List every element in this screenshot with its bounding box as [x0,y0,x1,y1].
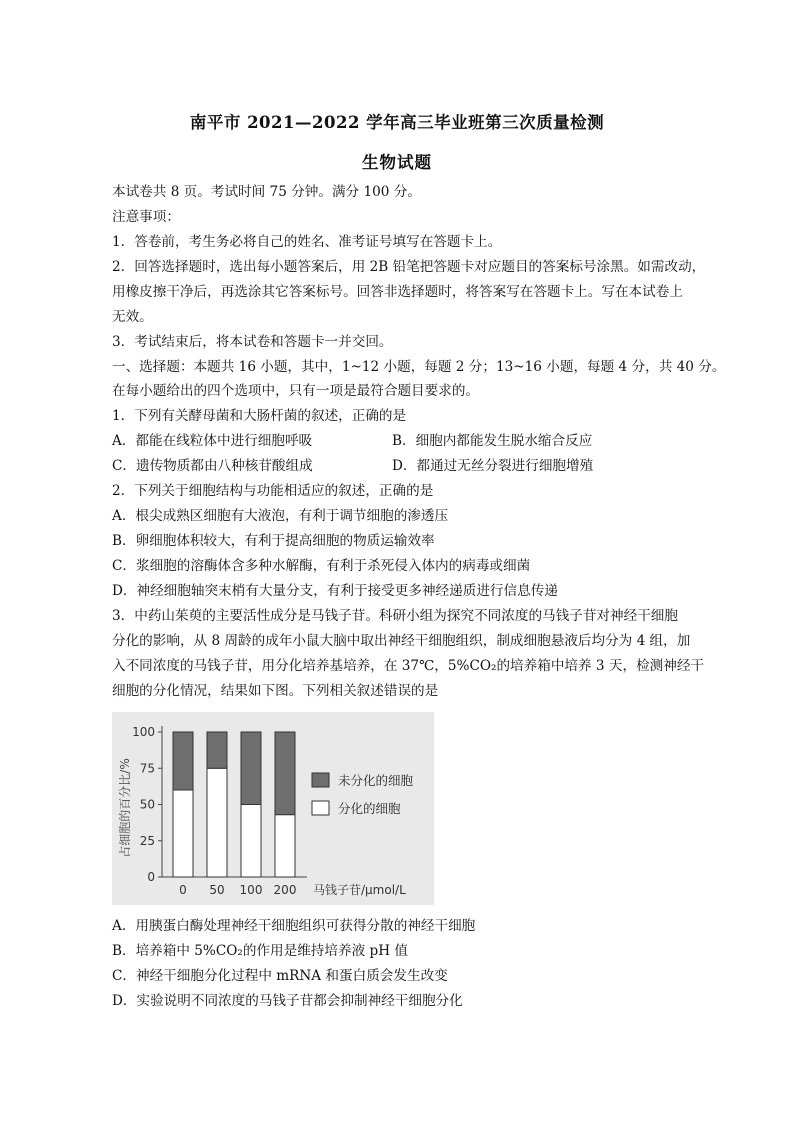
q3-stem-line-1: 3．中药山茱萸的主要活性成分是马钱子苷。科研小组为探究不同浓度的马钱子苷对神经干细胞 [112,608,678,624]
q3-stem-line-3: 入不同浓度的马钱子苷，用分化培养基培养，在 37℃，5%CO₂的培养箱中培养 3 天，检测神经干 [112,658,705,674]
bar-undifferentiated-50 [207,732,227,768]
y-tick-label: 25 [139,833,155,848]
q1-option-a: A．都能在线粒体中进行细胞呼吸 [112,433,313,449]
q2-option-d: D．神经细胞轴突末梢有大量分支，有利于接受更多神经递质进行信息传递 [112,583,558,599]
bar-undifferentiated-100 [241,732,261,805]
x-tick-label: 50 [209,883,225,897]
q3-option-c: C．神经干细胞分化过程中 mRNA 和蛋白质会发生改变 [112,968,448,984]
stacked-bar-chart [112,712,434,905]
bar-undifferentiated-0 [173,732,193,790]
y-tick-label: 75 [139,761,155,776]
q3-stem-line-2: 分化的影响，从 8 周龄的成年小鼠大脑中取出神经干细胞组织，制成细胞悬液后均分为 4 组，加 [112,633,691,649]
y-tick-label: 50 [139,797,155,812]
y-tick-label: 0 [147,870,155,884]
q1-option-d: D．都通过无丝分裂进行细胞增殖 [392,458,594,474]
q1-option-c: C．遗传物质都由八种核苷酸组成 [112,458,313,474]
x-tick-label: 0 [179,883,187,897]
bar-differentiated-200 [275,815,295,877]
note-2-line-1: 2．回答选择题时，选出每小题答案后，用 2B 铅笔把答题卡对应题目的答案标号涂黑。如需改动， [112,259,706,275]
q3-option-a: A．用胰蛋白酶处理神经干细胞组织可获得分散的神经干细胞 [112,918,476,934]
page-subtitle: 生物试题 [362,153,432,172]
note-2-line-3: 无效。 [112,309,153,325]
q2-option-a: A．根尖成熟区细胞有大液泡，有利于调节细胞的渗透压 [112,508,449,524]
bar-differentiated-50 [207,768,227,877]
section-instruction: 在每小题给出的四个选项中，只有一项是最符合题目要求的。 [112,383,480,399]
y-axis-label: 占细胞的百分比/% [118,758,132,858]
bar-differentiated-100 [241,805,261,878]
q3-option-b: B．培养箱中 5%CO₂的作用是维持培养液 pH 值 [112,943,408,959]
q1-stem: 1．下列有关酵母菌和大肠杆菌的叙述，正确的是 [112,408,407,424]
q1-option-b: B．细胞内都能发生脱水缩合反应 [392,433,593,449]
legend-label-differentiated: 分化的细胞 [338,801,401,816]
x-tick-label: 100 [239,883,263,897]
q3-stem-line-4: 细胞的分化情况，结果如下图。下列相关叙述错误的是 [112,683,439,699]
section-heading: 一、选择题：本题共 16 小题，其中，1~12 小题，每题 2 分；13~16 小题，每题 4 分，共 40 分。 [112,359,726,375]
note-1: 1．答卷前，考生务必将自己的姓名、准考证号填写在答题卡上。 [112,234,502,250]
bar-differentiated-0 [173,790,193,877]
x-axis-label: 马钱子苷/μmol/L [313,883,406,897]
note-3: 3．考试结束后，将本试卷和答题卡一并交回。 [112,334,393,350]
note-2-line-2: 用橡皮擦干净后，再选涂其它答案标号。回答非选择题时，将答案写在答题卡上。写在本试卷上 [112,284,683,300]
q2-option-c: C．浆细胞的溶酶体含多种水解酶，有利于杀死侵入体内的病毒或细菌 [112,558,531,574]
q2-stem: 2．下列关于细胞结构与功能相适应的叙述，正确的是 [112,483,434,499]
q2-option-b: B．卵细胞体积较大，有利于提高细胞的物质运输效率 [112,533,435,549]
q3-chart [112,712,434,905]
exam-info: 本试卷共 8 页。考试时间 75 分钟。满分 100 分。 [112,184,421,200]
legend-label-undifferentiated: 未分化的细胞 [338,773,414,788]
q3-option-d: D．实验说明不同浓度的马钱子苷都会抑制神经干细胞分化 [112,993,463,1009]
y-tick-label: 100 [132,725,155,739]
legend-swatch-differentiated [312,801,329,815]
page-title: 南平市 2021—2022 学年高三毕业班第三次质量检测 [189,113,605,132]
x-tick-label: 200 [273,883,297,897]
notes-heading: 注意事项： [112,209,180,225]
bar-undifferentiated-200 [275,732,295,815]
legend-swatch-undifferentiated [312,773,329,787]
